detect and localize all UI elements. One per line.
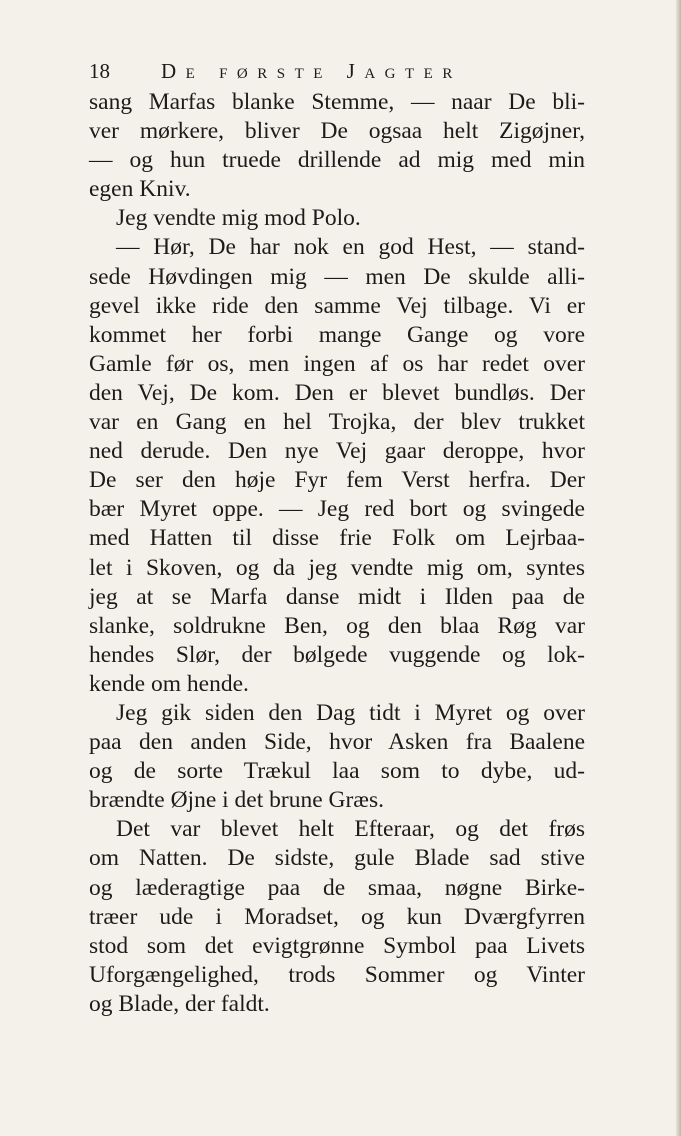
text-line: — og hun truede drillende ad mig med min xyxy=(89,147,585,174)
text-line: kommet her forbi mange Gange og vore xyxy=(89,321,585,348)
text-line: egen Kniv. xyxy=(89,176,191,203)
text-line: og de sorte Trækul laa som to dybe, ud- xyxy=(89,758,585,785)
text-line: jeg at se Marfa danse midt i Ilden paa de xyxy=(89,583,585,610)
running-title: De første Jagter xyxy=(161,59,462,83)
text-line: sede Høvdingen mig — men De skulde alli- xyxy=(89,263,585,290)
text-line: var en Gang en hel Trojka, der blev trukket xyxy=(89,409,585,436)
page-edge xyxy=(676,0,681,1136)
text-line: Det var blevet helt Efteraar, og det frøs xyxy=(116,816,585,843)
text-line: bær Myret oppe. — Jeg red bort og svingede xyxy=(89,496,585,523)
body-text xyxy=(89,88,585,1019)
text-line: let i Skoven, og da jeg vendte mig om, syntes xyxy=(89,554,585,581)
text-line: den Vej, De kom. Den er blevet bundløs. Der xyxy=(89,379,585,406)
text-line: De ser den høje Fyr fem Verst herfra. Der xyxy=(89,467,585,494)
text-line: om Natten. De sidste, gule Blade sad stive xyxy=(89,845,585,872)
text-line: og læderagtige paa de smaa, nøgne Birke- xyxy=(89,874,585,901)
text-line: slanke, soldrukne Ben, og den blaa Røg var xyxy=(89,612,585,639)
text-line: Jeg vendte mig mod Polo. xyxy=(116,205,361,232)
text-line: sang Marfas blanke Stemme, — naar De bli- xyxy=(89,89,585,115)
text-line: Jeg gik siden den Dag tidt i Myret og over xyxy=(116,699,585,726)
text-line: Gamle før os, men ingen af os har redet over xyxy=(89,350,585,377)
text-line: ned derude. Den nye Vej gaar deroppe, hvor xyxy=(89,438,585,465)
text-line: stod som det evigtgrønne Symbol paa Livets xyxy=(89,932,585,959)
text-line: kende om hende. xyxy=(89,670,249,697)
text-line: hendes Slør, der bølgede vuggende og lok- xyxy=(89,641,585,668)
text-line: Uforgængelighed, trods Sommer og Vinter xyxy=(89,961,585,988)
text-line: gevel ikke ride den samme Vej tilbage. Vi er xyxy=(89,292,585,319)
text-line: med Hatten til disse frie Folk om Lejrbaa- xyxy=(89,525,585,552)
text-line: brændte Øjne i det brune Græs. xyxy=(89,787,385,814)
text-line: — Hør, De har nok en god Hest, — stand- xyxy=(116,234,585,261)
text-line: og Blade, der faldt. xyxy=(89,990,270,1017)
running-header xyxy=(89,56,589,86)
text-line: ver mørkere, bliver De ogsaa helt Zigøjner, xyxy=(89,118,585,145)
text-line: paa den anden Side, hvor Asken fra Baalene xyxy=(89,729,585,756)
page-number: 18 xyxy=(89,59,110,83)
text-line: træer ude i Moradset, og kun Dværgfyrren xyxy=(89,903,585,930)
